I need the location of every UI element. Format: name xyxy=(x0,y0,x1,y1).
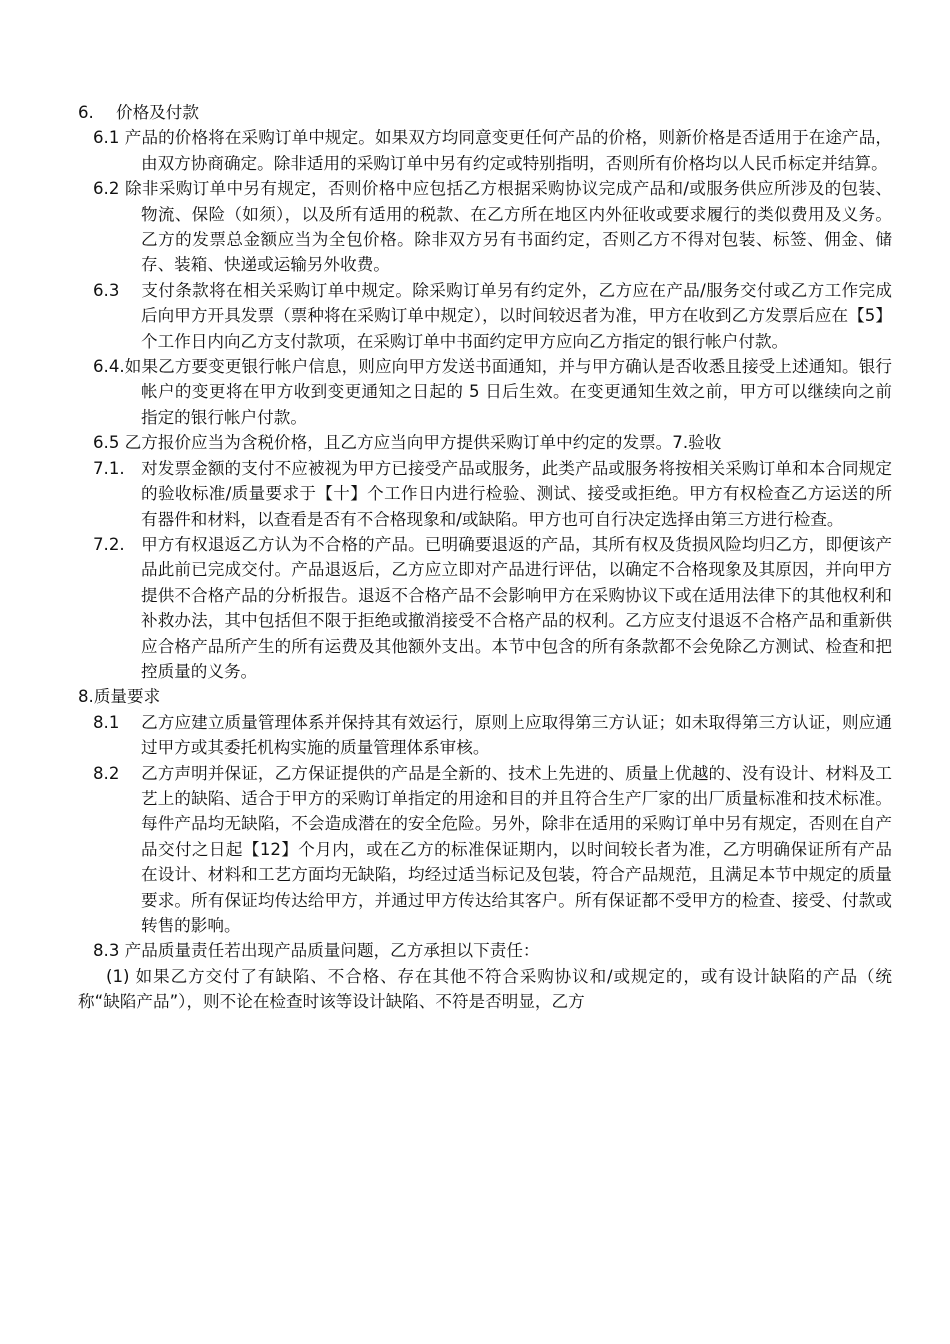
clause-number: 6.2 xyxy=(93,179,120,199)
clause-number: 8.2 xyxy=(93,763,120,783)
document-page xyxy=(0,100,950,1015)
clause-8-1 xyxy=(0,710,950,761)
clause-text: 产品的价格将在采购订单中规定。如果双方均同意变更任何产品的价格，则新价格是否适用于在途产品，由双方协商确定。除非适用的采购订单中另有约定或特别指明，否则所有价格均以人民币标定并结算。 xyxy=(124,128,893,173)
clause-number: 6.1 xyxy=(93,128,120,148)
clause-text: 支付条款将在相关采购订单中规定。除采购订单另有约定外，乙方应在产品/服务交付或乙方工作完成后向甲方开具发票（票种将在采购订单中规定），以时间较迟者为准，甲方在收到乙方发票后应在【5】个工作日内向乙方支付款项，在采购订单中书面约定甲方应向乙方指定的银行帐户付款。 xyxy=(141,280,892,351)
clause-6-5 xyxy=(0,430,950,455)
clause-6-1 xyxy=(0,125,950,176)
clause-text: 甲方有权退返乙方认为不合格的产品。已明确要退返的产品，其所有权及货损风险均归乙方，即便该产品此前已完成交付。产品退返后，乙方应立即对产品进行评估，以确定不合格现象及其原因，并向甲方提供不合格产品的分析报告。退返不合格产品不会影响甲方在采购协议下或在适用法律下的其他权利和补救办法，其中包括但不限于拒绝或撤消接受不合格产品的权利。乙方应支付退返不合格产品和重新供应合格产品所产生的所有运费及其他额外支出。本节中包含的所有条款都不会免除乙方测试、检查和把控质量的义务。 xyxy=(141,534,892,681)
section-title: 价格及付款 xyxy=(116,103,199,122)
clause-number: 7.2. xyxy=(93,534,125,554)
clause-text: 对发票金额的支付不应被视为甲方已接受产品或服务，此类产品或服务将按相关采购订单和本合同规定的验收标准/质量要求于【十】个工作日内进行检验、测试、接受或拒绝。甲方有权检查乙方运送的所有器件和材料，以查看是否有不合格现象和/或缺陷。甲方也可自行决定选择由第三方进行检查。 xyxy=(141,458,892,529)
clause-number: 6.4. xyxy=(93,357,125,377)
clause-number: 6.3 xyxy=(93,280,120,300)
clause-8-3-1 xyxy=(0,964,950,1015)
clause-text: 如果乙方交付了有缺陷、不合格、存在其他不符合采购协议和/或规定的，或有设计缺陷的产品（统称“缺陷产品”），则不论在检查时该等设计缺陷、不符是否明显，乙方 xyxy=(78,966,892,1012)
clause-6-4 xyxy=(0,354,950,430)
clause-text: 产品质量责任若出现产品质量问题，乙方承担以下责任： xyxy=(124,941,540,961)
clause-text: 乙方报价应当为含税价格，且乙方应当向甲方提供采购订单中约定的发票。7.验收 xyxy=(124,433,722,453)
clause-7-1 xyxy=(0,456,950,532)
clause-text: 如果乙方要变更银行帐户信息，则应向甲方发送书面通知，并与甲方确认是否收悉且接受上述通知。银行帐户的变更将在甲方收到变更通知之日起的 5 日后生效。在变更通知生效之前，甲方可以继续向之前指定的银行帐户付款。 xyxy=(124,357,892,427)
section-title: 质量要求 xyxy=(93,687,161,707)
clause-number: 7.1. xyxy=(93,458,125,478)
clause-text: 乙方应建立质量管理体系并保持其有效运行，原则上应取得第三方认证；如未取得第三方认证，则应通过甲方或其委托机构实施的质量管理体系审核。 xyxy=(141,712,892,758)
clause-6-2 xyxy=(0,176,950,278)
clause-number: 6.5 xyxy=(93,433,120,453)
section-heading-8 xyxy=(0,684,950,709)
clause-7-2 xyxy=(0,532,950,684)
clause-8-3 xyxy=(0,938,950,963)
clause-6-3 xyxy=(0,278,950,354)
clause-number: 8.3 xyxy=(93,941,120,961)
clause-number: 8.1 xyxy=(93,712,120,732)
clause-8-2 xyxy=(0,761,950,939)
section-number: 8. xyxy=(78,687,94,707)
clause-text: 除非采购订单中另有规定，否则价格中应包括乙方根据采购协议完成产品和/或服务供应所涉及的包装、物流、保险（如须），以及所有适用的税款、在乙方所在地区内外征收或要求履行的类似费用及义务。乙方的发票总金额应当为全包价格。除非双方另有书面约定，否则乙方不得对包装、标签、佣金、储存、装箱、快递或运输另外收费。 xyxy=(125,179,892,275)
section-number: 6. xyxy=(78,103,94,122)
clause-number: (1) xyxy=(106,966,130,986)
section-heading-6 xyxy=(0,100,950,125)
clause-text: 乙方声明并保证，乙方保证提供的产品是全新的、技术上先进的、质量上优越的、没有设计、材料及工艺上的缺陷、适合于甲方的采购订单指定的用途和目的并且符合生产厂家的出厂质量标准和技术标准。每件产品均无缺陷，不会造成潜在的安全危险。另外，除非在适用的采购订单中另有规定，否则在自产品交付之日起【12】个月内，或在乙方的标准保证期内，以时间较长者为准，乙方明确保证所有产品在设计、材料和工艺方面均无缺陷，均经过适当标记及包装，符合产品规范，且满足本节中规定的质量要求。所有保证均传达给甲方，并通过甲方传达给其客户。所有保证都不受甲方的检查、接受、付款或转售的影响。 xyxy=(141,763,892,935)
